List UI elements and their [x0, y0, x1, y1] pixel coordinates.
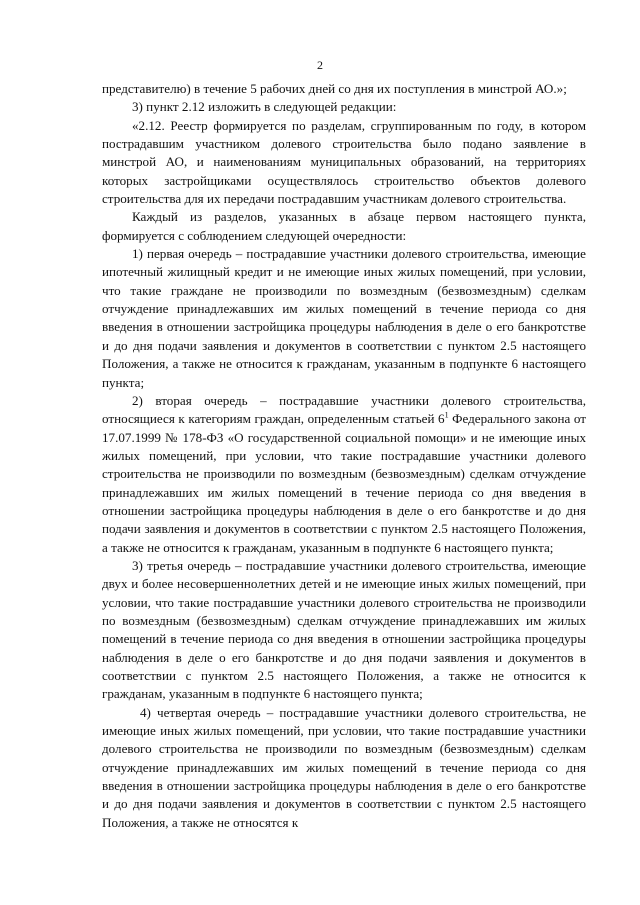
paragraph-continuation: представителю) в течение 5 рабочих дней со дня их поступления в минстрой АО.»;	[102, 81, 567, 96]
paragraph-third-queue: 3) третья очередь – пострадавшие участники долевого строительства, имеющие двух и более несовершеннолетних детей и не имеющие иных жилых помещений, при условии, что такие пострадавшие участники долевого строительства не производили по возмездным (безвозмездным) сделкам отчуждение принадлежавших им жилых помещений в течение периода со дня введения в отношении застройщика процедуры наблюдения в деле о его банкротстве и до дня подачи заявления и документов в соответствии с пунктом 2.5 настоящего Положения, а также не относится к гражданам, указанным в подпункте 6 настоящего пункта;	[102, 557, 586, 702]
paragraph-first-queue: 1) первая очередь – пострадавшие участники долевого строительства, имеющие ипотечный жилищный кредит и не имеющие иных жилых помещений, при условии, что такие граждане не производили по возмездным (безвозмездным) сделкам отчуждение принадлежавших им жилых помещений в течение периода со дня введения в отношении застройщика процедуры наблюдения в деле о его банкротстве и до дня подачи заявления и документов в соответствии с пунктом 2.5 настоящего Положения, а также не относится к гражданам, указанным в подпункте 6 настоящего пункта;	[102, 246, 586, 390]
page-number: 2	[317, 58, 323, 72]
paragraph-second-queue	[102, 392, 586, 557]
paragraph-sections-order: Каждый из разделов, указанных в абзаце первом настоящего пункта, формируется с соблюдением следующей очередности:	[102, 209, 586, 243]
paragraph-amendment-item-3: 3) пункт 2.12 изложить в следующей редакции:	[132, 99, 397, 115]
paragraph-fourth-queue: 4) четвертая очередь – пострадавшие участники долевого строительства, не имеющие иных жилых помещений, при условии, что такие пострадавшие участники долевого строительства не производили по возмездным (безвозмездным) сделкам отчуждение принадлежавших им жилых помещений в течение периода со дня введения в отношении застройщика процедуры наблюдения в деле о его банкротстве и до дня подачи заявления и документов в соответствии с пунктом 2.5 настоящего Положения, а также не относятся к	[102, 704, 586, 830]
document-body	[102, 80, 586, 832]
second-queue-text-end: Федерального закона от 17.07.1999 № 178-ФЗ «О государственной социальной помощи» и не имеющие иных жилых помещений, при условии, что такие пострадавшие участники долевого строительства не производили по возмездным (безвозмездным) сделкам отчуждение принадлежавших им жилых помещений в течение периода со дня введения в отношении застройщика процедуры наблюдения в деле о его банкротстве и до дня подачи заявления и документов в соответствии с пунктом 2.5 настоящего Положения, а также не относится к гражданам, указанным в подпункте 6 настоящего пункта;	[102, 411, 586, 555]
second-queue-text-start: 2) вторая очередь – пострадавшие участники долевого строительства, относящиеся к категориям граждан, определенным статьей 6	[102, 392, 586, 427]
article-superscript: 1	[444, 410, 449, 420]
paragraph-clause-2-12: «2.12. Реестр формируется по разделам, сгруппированным по году, в котором пострадавшим участником долевого строительства было подано заявление в минстрой АО, и наименованиям муниципальных образований, на территориях которых застройщиками осуществлялось строительство объектов долевого строительства для их передачи пострадавшим участникам долевого строительства.	[102, 117, 586, 207]
